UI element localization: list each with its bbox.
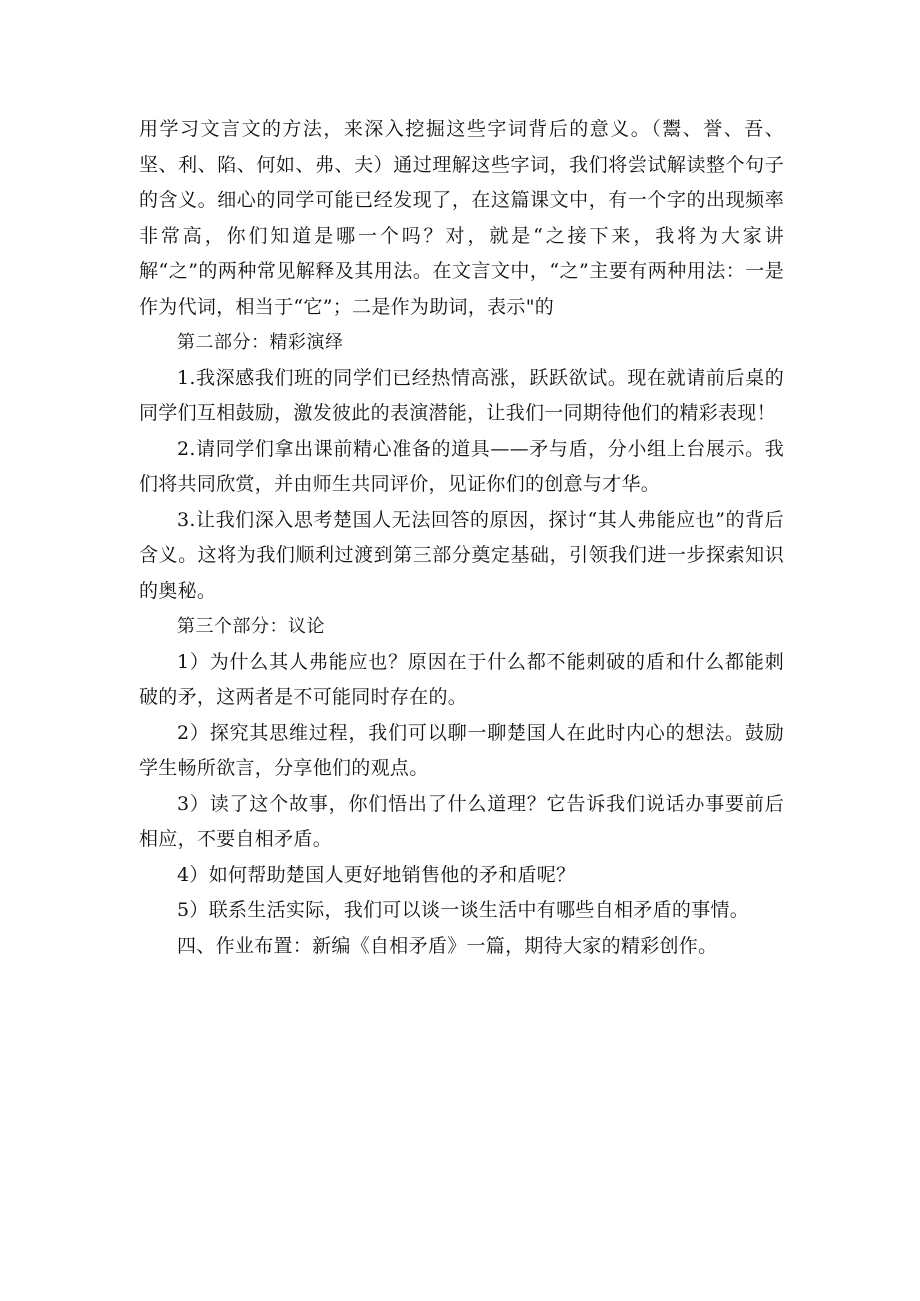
part3-item-2: 2）探究其思维过程，我们可以聊一聊楚国人在此时内心的想法。鼓励学生畅所欲言，分享他们的观点。	[139, 721, 784, 779]
part3-item-1: 1）为什么其人弗能应也？原因在于什么都不能刺破的盾和什么都能刺破的矛，这两者是不可能同时存在的。	[139, 650, 784, 708]
part3-item-4: 4）如何帮助楚国人更好地销售他的矛和盾呢？	[177, 863, 576, 886]
intro-paragraph: 用学习文言文的方法，来深入挖掘这些字词背后的意义。（鬻、誉、吾、坚、利、陷、何如、弗、夫）通过理解这些字词，我们将尝试解读整个句子的含义。细心的同学可能已经发现了，在这篇课文中，有一个字的出现频率非常高，你们知道是哪一个吗？对，就是“之接下来，我将为大家讲解“之”的两种常见解释及其用法。在文言文中，“之”主要有两种用法：一是作为代词，相当于“它”；二是作为助词，表示"的	[139, 118, 784, 318]
part2-item-3: 3.让我们深入思考楚国人无法回答的原因，探讨“其人弗能应也”的背后含义。这将为我们顺利过渡到第三部分奠定基础，引领我们进一步探索知识的奥秘。	[139, 508, 784, 602]
part2-item-1: 1.我深感我们班的同学们已经热情高涨，跃跃欲试。现在就请前后桌的同学们互相鼓励，激发彼此的表演潜能，让我们一同期待他们的精彩表现！	[139, 366, 784, 424]
part3-item-5: 5）联系生活实际，我们可以谈一谈生活中有哪些自相矛盾的事情。	[177, 899, 750, 921]
part3-item-3: 3）读了这个故事，你们悟出了什么道理？它告诉我们说话办事要前后相应，不要自相矛盾。	[139, 792, 784, 850]
part2-heading: 第二部分：精彩演绎	[177, 332, 344, 353]
part2-item-2: 2.请同学们拿出课前精心准备的道具——矛与盾，分小组上台展示。我们将共同欣赏，并由师生共同评价，见证你们的创意与才华。	[139, 437, 784, 495]
part3-heading: 第三个部分：议论	[177, 616, 325, 637]
document-page	[139, 112, 784, 964]
homework-paragraph: 四、作业布置：新编《自相矛盾》一篇，期待大家的精彩创作。	[177, 934, 718, 957]
